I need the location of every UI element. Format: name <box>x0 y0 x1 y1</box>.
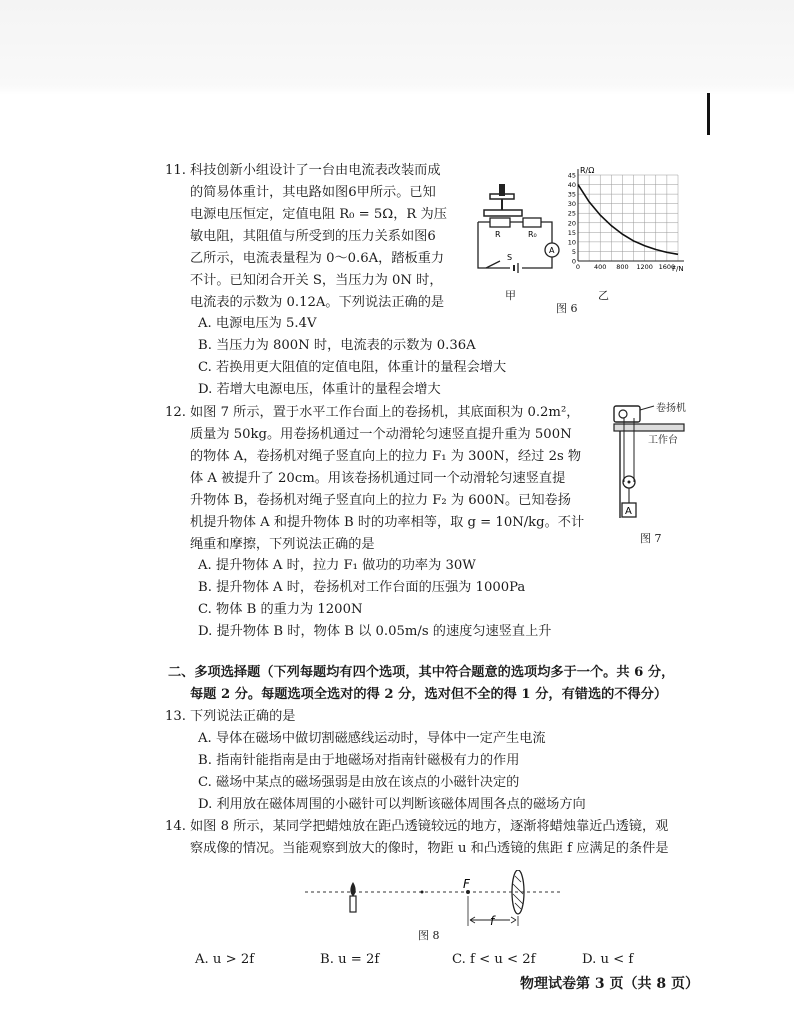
option-d: D. 若增大电源电压，体重计的量程会增大 <box>198 382 441 397</box>
question-text-line: 体 A 被提升了 20cm。用该卷扬机通过同一个动滑轮匀速竖直提 <box>190 471 566 486</box>
option-b: B. 提升物体 A 时，卷扬机对工作台面的压强为 1000Pa <box>198 580 526 595</box>
x-tick-label: 400 <box>594 263 607 271</box>
pressure-sensor-base <box>484 210 522 216</box>
question-text-line: 敏电阻，其阻值与所受到的压力关系如图6 <box>190 229 436 244</box>
label-ammeter: A <box>549 246 555 255</box>
label-winch: 卷扬机 <box>656 403 686 414</box>
y-tick-label: 30 <box>567 200 576 209</box>
x-tick-label: 1600 <box>658 263 676 271</box>
object-a-label: A <box>625 506 632 517</box>
y-tick-label: 15 <box>567 228 576 237</box>
option-d: D. 提升物体 B 时，物体 B 以 0.05m/s 的速度匀速竖直上升 <box>198 624 552 639</box>
candle <box>350 896 356 912</box>
figure-6-graph <box>560 165 695 280</box>
y-tick-label: 5 <box>571 247 576 256</box>
scale-plate <box>490 194 514 199</box>
option-a: A. 提升物体 A 时，拉力 F₁ 做功的功率为 30W <box>198 558 476 573</box>
question-text-line: 电流表的示数为 0.12A。下列说法正确的是 <box>190 295 445 310</box>
question-text-line: 乙所示，电流表量程为 0～0.6A，踏板重力 <box>190 251 445 266</box>
scan-edge-mark <box>707 93 710 135</box>
lens-hatch <box>515 876 521 882</box>
y-tick-label: 45 <box>567 171 576 180</box>
question-text-line: 机提升物体 A 和提升物体 B 时的功率相等，取 g = 10N/kg。不计 <box>190 515 585 530</box>
question-stem: 下列说法正确的是 <box>190 709 296 724</box>
option-d: D. u < f <box>582 952 634 967</box>
2f-point <box>421 891 424 894</box>
figure-label-jia: 甲 <box>505 289 516 302</box>
label-r0: R₀ <box>528 230 537 239</box>
x-tick-label: 0 <box>575 263 581 271</box>
section-title: 二、多项选择题（下列每题均有四个选项，其中符合题意的选项均多于一个。共 6 分， <box>168 665 675 680</box>
candle-flame <box>350 882 355 896</box>
label-r: R <box>495 230 501 239</box>
question-text-line: 升物体 B，卷扬机对绳子竖直向上的拉力 F₂ 为 600N。已知卷扬 <box>190 493 571 508</box>
y-tick-label: 10 <box>567 238 576 247</box>
question-text-line: 如图 8 所示，某同学把蜡烛放在距凸透镜较远的地方，逐渐将蜡烛靠近凸透镜，观 <box>190 819 669 834</box>
option-a: A. 电源电压为 5.4V <box>198 316 317 331</box>
question-text-line: 不计。已知闭合开关 S，当压力为 0N 时， <box>190 273 443 288</box>
option-b: B. u = 2f <box>320 952 380 967</box>
label-focal-length: f <box>490 914 495 928</box>
option-d: D. 利用放在磁体周围的小磁针可以判断该磁体周围各点的磁场方向 <box>198 797 586 812</box>
y-tick-label: 0 <box>571 257 576 266</box>
question-text-line: 的物体 A，卷扬机对绳子竖直向上的拉力 F₁ 为 300N，经过 2s 物 <box>190 449 582 464</box>
question-text-line: 的简易体重计，其电路如图6甲所示。已知 <box>190 185 436 200</box>
option-c: C. 磁场中某点的磁场强弱是由放在该点的小磁针决定的 <box>198 775 520 790</box>
question-number: 14. <box>165 819 186 834</box>
question-number: 13. <box>165 709 186 724</box>
question-text-line: 如图 7 所示，置于水平工作台面上的卷扬机，其底面积为 0.2m²， <box>190 405 580 420</box>
option-a: A. 导体在磁场中做切割磁感线运动时，导体中一定产生电流 <box>198 731 546 746</box>
y-tick-label: 20 <box>567 219 576 228</box>
question-number: 11. <box>165 163 186 178</box>
lens-hatch <box>513 894 523 904</box>
question-number: 12. <box>165 405 186 420</box>
chart-ylabel: R/Ω <box>580 166 595 175</box>
option-b: B. 当压力为 800N 时，电流表的示数为 0.36A <box>198 338 476 353</box>
option-c: C. f < u < 2f <box>452 952 536 967</box>
resistor-r0 <box>523 218 541 227</box>
x-tick-label: 800 <box>616 263 629 271</box>
winch-drum <box>619 410 627 418</box>
pulley-axle <box>628 481 631 484</box>
figure-caption: 图 8 <box>418 929 440 942</box>
option-b: B. 指南针能指南是由于地磁场对指南针磁极有力的作用 <box>198 753 520 768</box>
question-text-line: 绳重和摩擦，下列说法正确的是 <box>190 537 375 552</box>
figure-caption: 图 6 <box>556 302 578 315</box>
question-text-line: 质量为 50kg。用卷扬机通过一个动滑轮匀速竖直提升重为 500N <box>190 427 572 442</box>
page-footer: 物理试卷第 3 页（共 8 页） <box>520 976 699 992</box>
question-text-line: 察成像的情况。当能观察到放大的像时，物距 u 和凸透镜的焦距 f 应满足的条件是 <box>190 841 669 856</box>
label-focal-point: F <box>463 877 470 891</box>
option-a: A. u > 2f <box>195 952 255 967</box>
y-tick-label: 35 <box>567 190 576 199</box>
question-text-line: 科技创新小组设计了一台由电流表改装而成 <box>190 163 441 178</box>
resistance-force-chart <box>568 169 684 271</box>
figure-label-yi: 乙 <box>598 289 609 302</box>
x-tick-label: 1200 <box>636 263 653 271</box>
resistor-r <box>490 218 510 227</box>
chart-xlabel: F/N <box>672 265 684 273</box>
lens-hatch <box>515 903 521 909</box>
figure-7-winch <box>608 400 688 528</box>
leader-line <box>640 406 654 410</box>
label-switch: S <box>507 253 513 262</box>
switch-lever <box>486 261 500 268</box>
circuit-wire <box>478 222 552 268</box>
option-c: C. 若换用更大阻值的定值电阻，体重计的量程会增大 <box>198 360 507 375</box>
section-instructions: 每题 2 分。每题选项全选对的得 2 分，选对但不全的得 1 分，有错选的不得分） <box>190 687 668 702</box>
y-tick-label: 25 <box>567 209 576 218</box>
label-work-table: 工作台 <box>648 435 678 446</box>
question-text-line: 电源电压恒定，定值电阻 R₀ = 5Ω，R 为压 <box>190 207 447 222</box>
series-line <box>578 185 678 255</box>
y-tick-label: 40 <box>567 181 576 190</box>
figure-caption: 图 7 <box>640 532 662 545</box>
figure-6-circuit <box>470 180 560 280</box>
option-c: C. 物体 B 的重力为 1200N <box>198 602 363 617</box>
